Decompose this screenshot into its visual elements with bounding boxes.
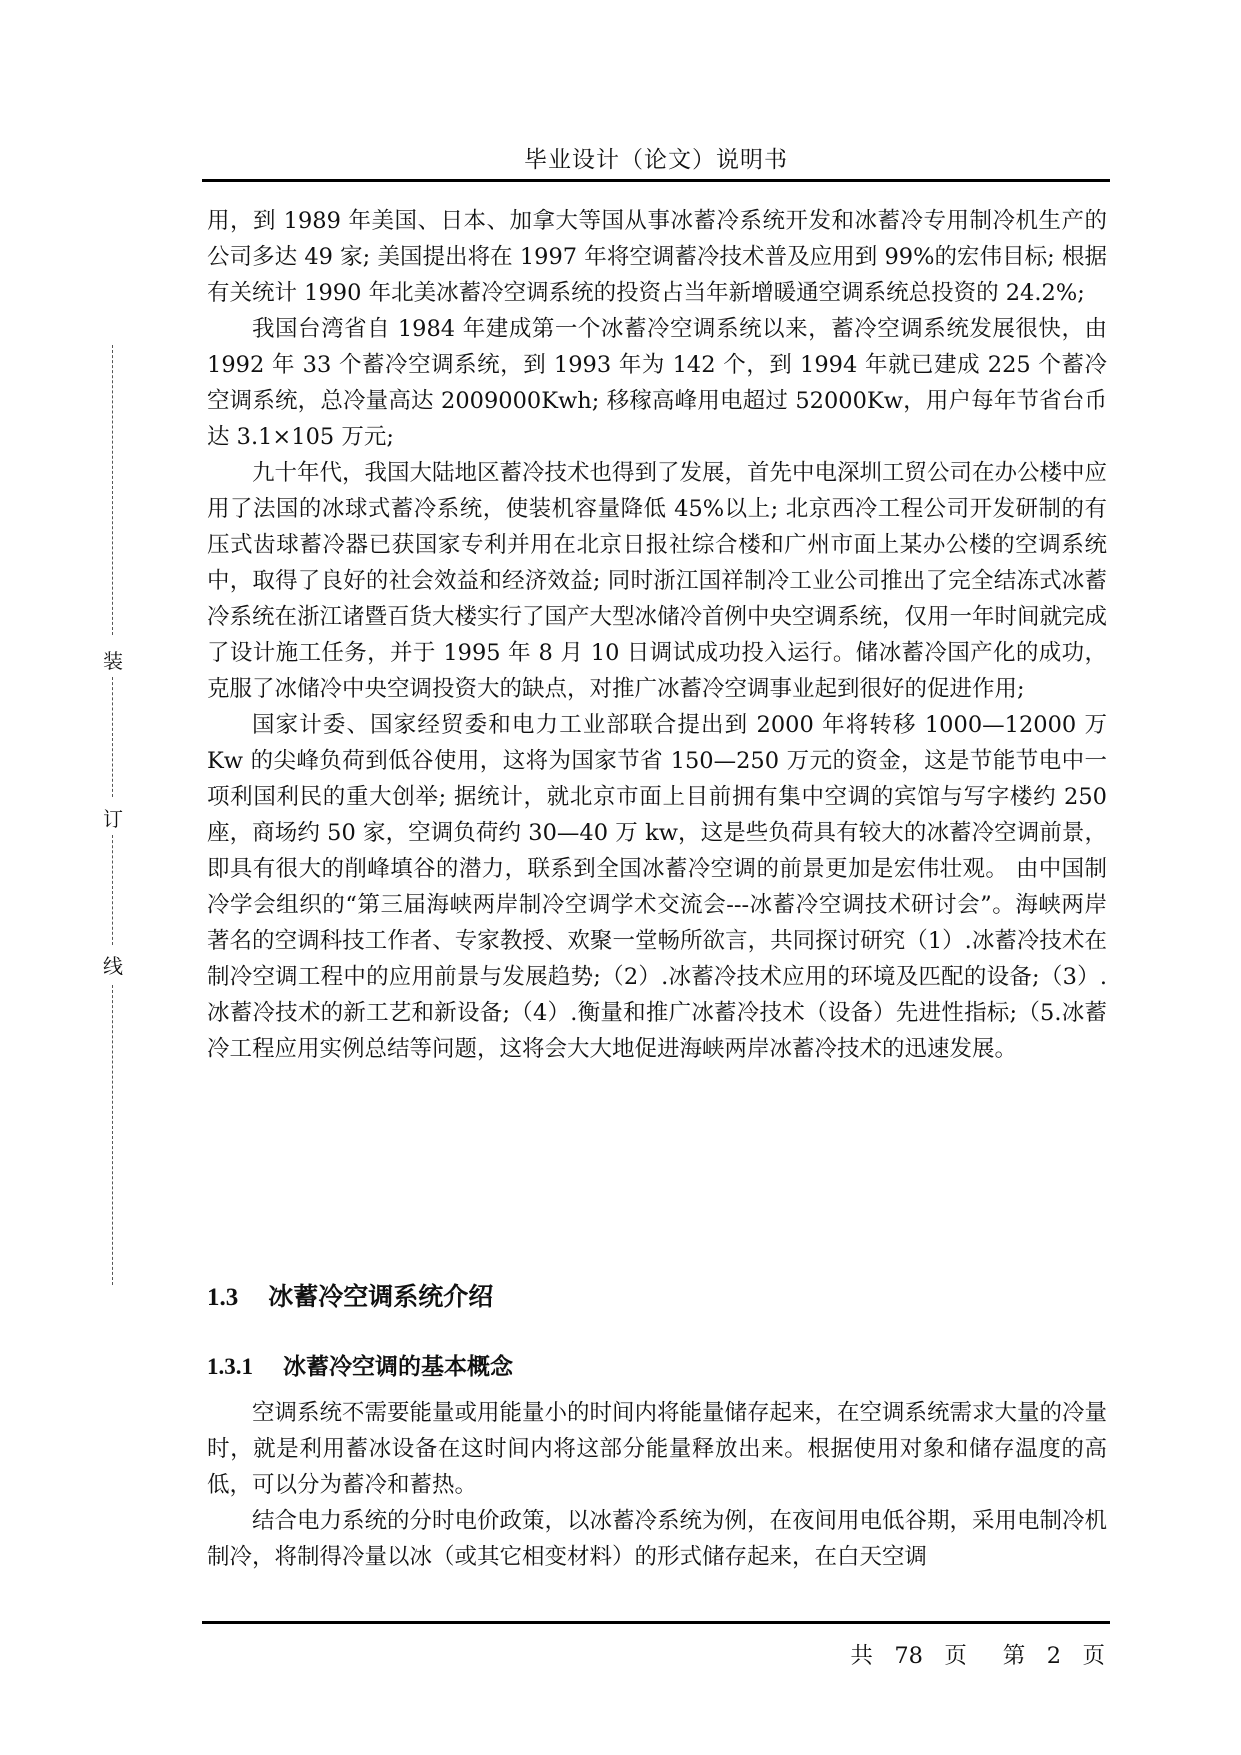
section-number: 1.3 [207, 1284, 239, 1311]
page-header-title: 毕业设计（论文）说明书 [524, 147, 788, 173]
binding-char-xian: 线 [102, 950, 124, 979]
footer-total-pages: 78 [894, 1643, 923, 1669]
binding-dash [112, 985, 113, 1285]
footer-total-suffix: 页 [944, 1643, 967, 1669]
binding-dash [112, 677, 113, 797]
subsection-heading [207, 1348, 513, 1381]
binding-char-zhuang: 装 [102, 645, 124, 674]
subsection-number: 1.3.1 [207, 1354, 253, 1379]
header-rule [202, 179, 1110, 182]
paragraph-4: 国家计委、国家经贸委和电力工业部联合提出到 2000 年将转移 1000—12000 万 Kw 的尖峰负荷到低谷使用，这将为国家节省 150—250 万元的资金，这是节能节电中一项利国利民的重大创举; 据统计，就北京市面上目前拥有集中空调的宾馆与写字楼约 250 座，商场约 50 家，空调负荷约 30—40 万 kw，这是些负荷具有较大的冰蓄冷空调前景，即具有很大的削峰填谷的潜力，联系到全国冰蓄冷空调的前景更加是宏伟壮观。 由中国制冷学会组织的“第三届海峡两岸制冷空调学术交流会---冰蓄冷空调技术研讨会”。海峡两岸著名的空调科技工作者、专家教授、欢聚一堂畅所欲言，共同探讨研究（1）.冰蓄冷技术在制冷空调工程中的应用前景与发展趋势;（2）.冰蓄冷技术应用的环境及匹配的设备;（3）.冰蓄冷技术的新工艺和新设备;（4）.衡量和推广冰蓄冷技术（设备）先进性指标;（5.冰蓄冷工程应用实例总结等问题，这将会大大地促进海峡两岸冰蓄冷技术的迅速发展。 [207, 712, 1107, 1062]
binding-dash [112, 345, 113, 635]
sub-paragraph-2: 结合电力系统的分时电价政策，以冰蓄冷系统为例，在夜间用电低谷期，采用电制冷机制冷，将制得冷量以冰（或其它相变材料）的形式储存起来，在白天空调 [207, 1508, 1108, 1570]
binding-char-ding: 订 [102, 803, 124, 832]
footer-page-prefix: 第 [1002, 1643, 1026, 1669]
binding-line [103, 345, 123, 1445]
paragraph-3: 九十年代，我国大陆地区蓄冷技术也得到了发展，首先中电深圳工贸公司在办公楼中应用了法国的冰球式蓄冷系统，使装机容量降低 45%以上; 北京西冷工程公司开发研制的有压式齿球蓄冷器已获国家专利并用在北京日报社综合楼和广州市面上某办公楼的空调系统中，取得了良好的社会效益和经济效益; 同时浙江国祥制冷工业公司推出了完全结冻式冰蓄冷系统在浙江诸暨百货大楼实行了国产大型冰储冷首例中央空调系统，仅用一年时间就完成了设计施工任务，并于 1995 年 8 月 10 日调试成功投入运行。储冰蓄冷国产化的成功，克服了冰储冷中央空调投资大的缺点，对推广冰蓄冷空调事业起到很好的促进作用; [207, 460, 1108, 702]
section-title: 冰蓄冷空调系统介绍 [268, 1282, 494, 1311]
binding-dash [112, 835, 113, 945]
subsection-body [207, 1395, 1107, 1575]
sub-paragraph-1: 空调系统不需要能量或用能量小的时间内将能量储存起来，在空调系统需求大量的冷量时，就是利用蓄冰设备在这时间内将这部分能量释放出来。根据使用对象和储存温度的高低，可以分为蓄冷和蓄热。 [207, 1400, 1108, 1498]
body-text [207, 203, 1107, 1067]
footer-page-suffix: 页 [1082, 1643, 1105, 1669]
footer-total-prefix: 共 [850, 1643, 873, 1669]
page-footer [850, 1638, 1105, 1670]
section-heading [207, 1277, 493, 1313]
subsection-title: 冰蓄冷空调的基本概念 [283, 1354, 513, 1380]
paragraph-1: 用，到 1989 年美国、日本、加拿大等国从事冰蓄冷系统开发和冰蓄冷专用制冷机生产的公司多达 49 家; 美国提出将在 1997 年将空调蓄冷技术普及应用到 99%的宏伟目标; 根据有关统计 1990 年北美冰蓄冷空调系统的投资占当年新增暖通空调系统总投资的 24.2%; [207, 208, 1107, 306]
footer-page-number: 2 [1046, 1643, 1062, 1669]
footer-rule [202, 1621, 1110, 1624]
paragraph-2: 我国台湾省自 1984 年建成第一个冰蓄冷空调系统以来，蓄冷空调系统发展很快，由 1992 年 33 个蓄冷空调系统，到 1993 年为 142 个，到 1994 年就已建成 225 个蓄冷空调系统，总冷量高达 2009000Kwh; 移稼高峰用电超过 52000Kw，用户每年节省台币达 3.1×105 万元; [207, 316, 1107, 450]
